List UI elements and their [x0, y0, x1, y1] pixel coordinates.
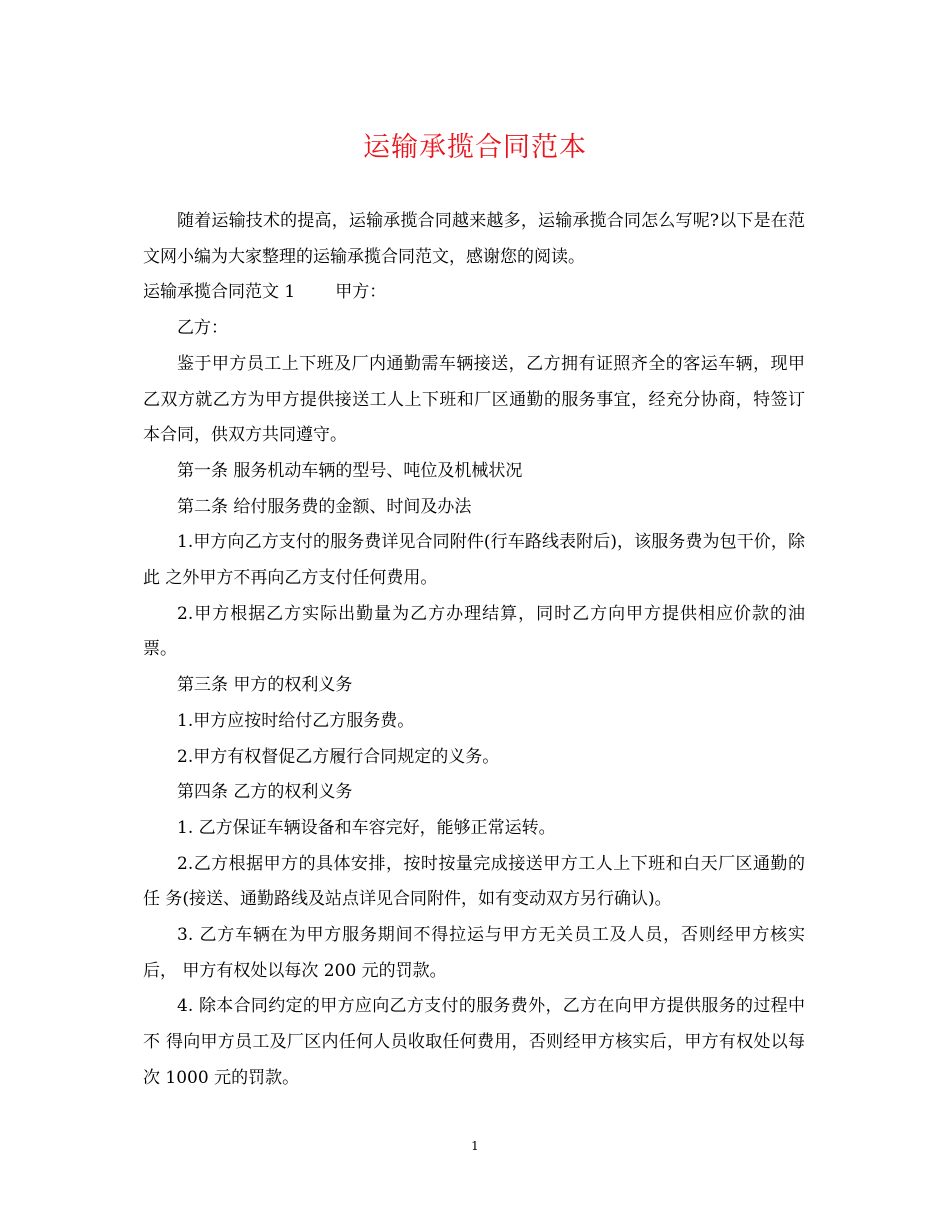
article-4-clause-1: 1. 乙方保证车辆设备和车容完好，能够正常运转。 [177, 817, 556, 838]
page-number: 1 [471, 1139, 479, 1153]
article-4-clause-3: 3. 乙方车辆在为甲方服务期间不得拉运与甲方无关员工及人员，否则经甲方核实后， 甲方有权处以每次 200 元的罚款。 [143, 925, 805, 981]
article-4-heading: 第四条 乙方的权利义务 [177, 782, 353, 803]
sample-heading-line [143, 275, 805, 311]
article-4-clause-2: 2.乙方根据甲方的具体安排，按时按量完成接送甲方工人上下班和白天厂区通勤的任 务(接送、通勤路线及站点详见合同附件，如有变动双方另行确认)。 [143, 853, 805, 910]
preamble-paragraph: 鉴于甲方员工上下班及厂内通勤需车辆接送，乙方拥有证照齐全的客运车辆，现甲乙双方就乙方为甲方提供接送工人上下班和厂区通勤的服务事宜，经充分协商，特签订本合同，供双方共同遵守。 [143, 353, 805, 446]
sample-heading: 运输承揽合同范文 1 [143, 282, 296, 303]
article-3-clause-1: 1.甲方应按时给付乙方服务费。 [177, 710, 415, 731]
document-body [143, 204, 805, 1097]
article-3-heading: 第三条 甲方的权利义务 [177, 675, 353, 696]
party-b-label: 乙方： [177, 318, 228, 339]
article-2-clause-2: 2.甲方根据乙方实际出勤量为乙方办理结算，同时乙方向甲方提供相应价款的油票。 [143, 603, 805, 660]
document-title: 运输承揽合同范本 [363, 132, 587, 163]
article-2-heading: 第二条 给付服务费的金额、时间及办法 [177, 496, 472, 517]
article-4-clause-4: 4. 除本合同约定的甲方应向乙方支付的服务费外，乙方在向甲方提供服务的过程中不 得向甲方员工及厂区内任何人员收取任何费用，否则经甲方核实后，甲方有权处以每次 1000 元的罚款。 [143, 996, 805, 1088]
article-2-clause-1: 1.甲方向乙方支付的服务费详见合同附件(行车路线表附后)，该服务费为包干价，除此 之外甲方不再向乙方支付任何费用。 [143, 532, 805, 589]
article-1-heading: 第一条 服务机动车辆的型号、吨位及机械状况 [177, 460, 523, 481]
intro-paragraph: 随着运输技术的提高，运输承揽合同越来越多，运输承揽合同怎么写呢?以下是在范文网小编为大家整理的运输承揽合同范文，感谢您的阅读。 [143, 211, 805, 267]
article-3-clause-2: 2.甲方有权督促乙方履行合同规定的义务。 [177, 746, 500, 767]
party-a-label: 甲方： [335, 282, 387, 303]
